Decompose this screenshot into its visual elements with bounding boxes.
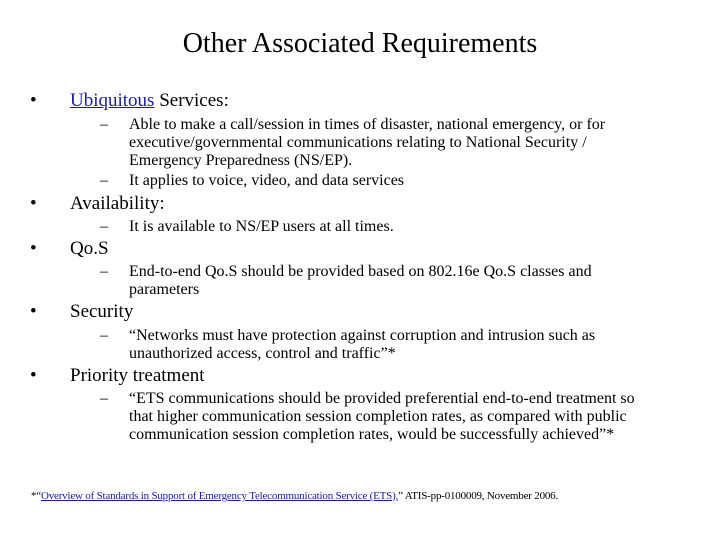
sub-line: Emergency Preparedness (NS/EP).: [129, 152, 353, 169]
sub-line: It is available to NS/EP users at all times.: [129, 218, 394, 235]
bullet-icon: •: [30, 90, 37, 111]
bullet-icon: •: [30, 238, 37, 259]
bullet-availability: Availability:: [70, 193, 165, 214]
dash-icon: –: [100, 390, 108, 407]
sub-line: “Networks must have protection against corruption and intrusion such as: [129, 327, 596, 344]
footnote-suffix: ” ATIS-pp-0100009, November 2006.: [398, 490, 559, 502]
bullet-icon: •: [30, 301, 37, 322]
footnote-prefix: *“: [31, 490, 41, 502]
bullet-priority: Priority treatment: [70, 365, 205, 386]
sub-line: communication session completion rates, would be successfully achieved”*: [129, 426, 615, 443]
sub-line: “ETS communications should be provided preferential end-to-end treatment so: [129, 390, 635, 407]
sub-line: unauthorized access, control and traffic”*: [129, 345, 396, 362]
footnote-link[interactable]: Overview of Standards in Support of Emergency Telecommunication Service (ETS),: [40, 490, 399, 502]
sub-line: parameters: [129, 281, 200, 298]
bullet-icon: •: [30, 193, 37, 214]
bullet-ubiquitous: [70, 90, 229, 112]
dash-icon: –: [100, 218, 108, 235]
sub-line: End-to-end Qo.S should be provided based on 802.16e Qo.S classes and: [129, 263, 592, 280]
ubiquitous-link[interactable]: Ubiquitous: [70, 90, 155, 111]
sub-line: that higher communication session completion rates, as compared with public: [129, 408, 627, 425]
dash-icon: –: [100, 116, 108, 133]
slide-title: Other Associated Requirements: [182, 28, 538, 59]
footnote: [31, 490, 558, 502]
sub-line: Able to make a call/session in times of disaster, national emergency, or for: [129, 116, 606, 133]
dash-icon: –: [100, 263, 108, 280]
dash-icon: –: [100, 172, 108, 189]
bullet-label: Services:: [154, 90, 229, 111]
sub-line: executive/governmental communications relating to National Security /: [129, 134, 587, 151]
bullet-qos: Qo.S: [70, 238, 109, 259]
bullet-icon: •: [30, 365, 37, 386]
dash-icon: –: [100, 327, 108, 344]
bullet-security: Security: [70, 301, 134, 322]
sub-line: It applies to voice, video, and data services: [129, 172, 405, 189]
